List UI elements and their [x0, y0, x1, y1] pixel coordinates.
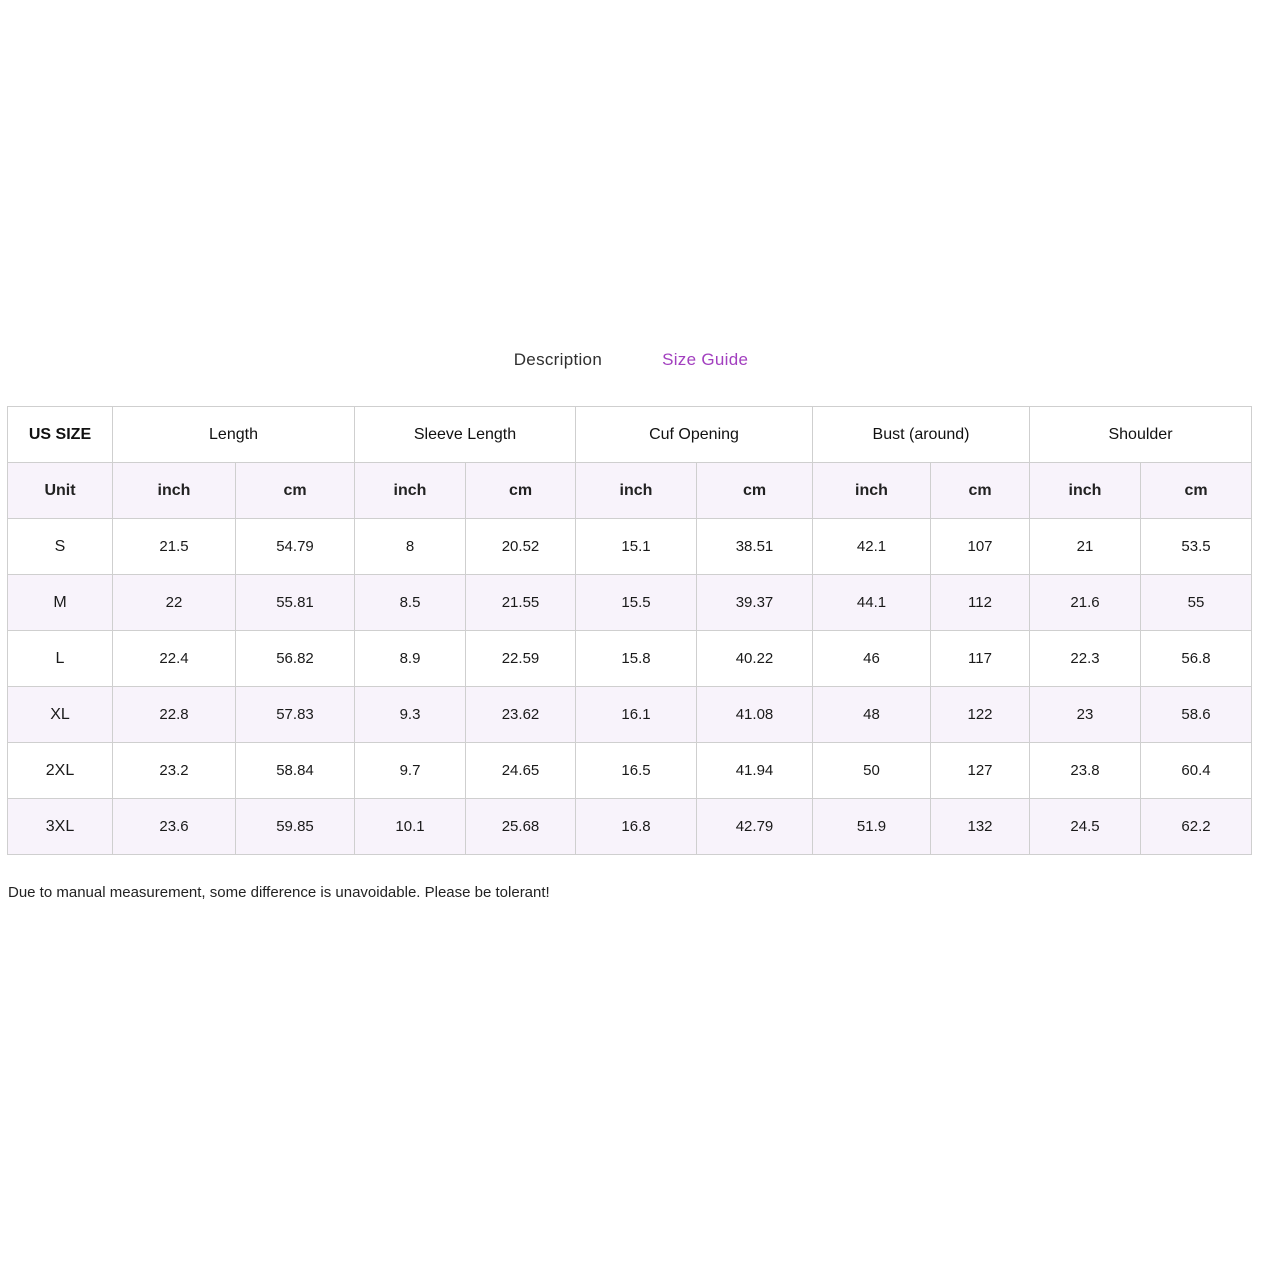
measurement-cell: 132	[931, 799, 1030, 855]
measurement-cell: 107	[931, 519, 1030, 575]
unit-cm: cm	[1141, 463, 1252, 519]
measurement-cell: 48	[813, 687, 931, 743]
measurement-cell: 16.5	[576, 743, 697, 799]
size-cell: S	[8, 519, 113, 575]
measurement-cell: 8.9	[355, 631, 466, 687]
table-row	[8, 687, 1252, 743]
measurement-cell: 56.82	[236, 631, 355, 687]
measurement-cell: 22.8	[113, 687, 236, 743]
measurement-cell: 42.79	[697, 799, 813, 855]
measurement-cell: 16.8	[576, 799, 697, 855]
measurement-cell: 39.37	[697, 575, 813, 631]
measurement-cell: 55	[1141, 575, 1252, 631]
unit-inch: inch	[576, 463, 697, 519]
measurement-cell: 62.2	[1141, 799, 1252, 855]
measurement-cell: 23.62	[466, 687, 576, 743]
measurement-cell: 20.52	[466, 519, 576, 575]
table-row	[8, 519, 1252, 575]
measurement-cell: 40.22	[697, 631, 813, 687]
measurement-cell: 58.6	[1141, 687, 1252, 743]
measurement-cell: 15.8	[576, 631, 697, 687]
unit-inch: inch	[1030, 463, 1141, 519]
measurement-cell: 44.1	[813, 575, 931, 631]
measurement-cell: 51.9	[813, 799, 931, 855]
unit-cm: cm	[931, 463, 1030, 519]
size-cell: 2XL	[8, 743, 113, 799]
measurement-cell: 46	[813, 631, 931, 687]
header-bust: Bust (around)	[813, 407, 1030, 463]
measurement-cell: 117	[931, 631, 1030, 687]
unit-cm: cm	[466, 463, 576, 519]
measurement-cell: 57.83	[236, 687, 355, 743]
size-guide-table	[7, 406, 1252, 855]
measurement-cell: 10.1	[355, 799, 466, 855]
measurement-cell: 22.59	[466, 631, 576, 687]
header-cuff-opening: Cuf Opening	[576, 407, 813, 463]
measurement-cell: 60.4	[1141, 743, 1252, 799]
measurement-cell: 23.6	[113, 799, 236, 855]
measurement-cell: 23	[1030, 687, 1141, 743]
header-row	[8, 407, 1252, 463]
measurement-cell: 22	[113, 575, 236, 631]
tab-size-guide[interactable]: Size Guide	[662, 350, 749, 369]
measurement-cell: 9.3	[355, 687, 466, 743]
measurement-cell: 21.55	[466, 575, 576, 631]
measurement-cell: 54.79	[236, 519, 355, 575]
size-cell: L	[8, 631, 113, 687]
measurement-cell: 24.5	[1030, 799, 1141, 855]
unit-row	[8, 463, 1252, 519]
measurement-cell: 59.85	[236, 799, 355, 855]
size-cell: 3XL	[8, 799, 113, 855]
measurement-cell: 25.68	[466, 799, 576, 855]
measurement-cell: 42.1	[813, 519, 931, 575]
measurement-cell: 112	[931, 575, 1030, 631]
measurement-cell: 22.3	[1030, 631, 1141, 687]
measurement-cell: 56.8	[1141, 631, 1252, 687]
measurement-cell: 21	[1030, 519, 1141, 575]
header-shoulder: Shoulder	[1030, 407, 1252, 463]
measurement-note: Due to manual measurement, some difference is unavoidable. Please be tolerant!	[8, 884, 550, 901]
unit-inch: inch	[113, 463, 236, 519]
measurement-cell: 122	[931, 687, 1030, 743]
unit-label: Unit	[8, 463, 113, 519]
measurement-cell: 24.65	[466, 743, 576, 799]
table-row	[8, 631, 1252, 687]
measurement-cell: 55.81	[236, 575, 355, 631]
unit-cm: cm	[236, 463, 355, 519]
measurement-cell: 16.1	[576, 687, 697, 743]
measurement-cell: 15.5	[576, 575, 697, 631]
measurement-cell: 53.5	[1141, 519, 1252, 575]
measurement-cell: 127	[931, 743, 1030, 799]
measurement-cell: 8.5	[355, 575, 466, 631]
measurement-cell: 58.84	[236, 743, 355, 799]
size-cell: M	[8, 575, 113, 631]
unit-cm: cm	[697, 463, 813, 519]
measurement-cell: 21.5	[113, 519, 236, 575]
measurement-cell: 41.94	[697, 743, 813, 799]
measurement-cell: 23.8	[1030, 743, 1141, 799]
tab-bar	[0, 348, 1262, 372]
size-cell: XL	[8, 687, 113, 743]
measurement-cell: 21.6	[1030, 575, 1141, 631]
measurement-cell: 23.2	[113, 743, 236, 799]
measurement-cell: 8	[355, 519, 466, 575]
measurement-cell: 41.08	[697, 687, 813, 743]
measurement-cell: 22.4	[113, 631, 236, 687]
measurement-cell: 15.1	[576, 519, 697, 575]
measurement-cell: 38.51	[697, 519, 813, 575]
table-row	[8, 743, 1252, 799]
table-row	[8, 575, 1252, 631]
header-us-size: US SIZE	[8, 407, 113, 463]
unit-inch: inch	[813, 463, 931, 519]
header-sleeve-length: Sleeve Length	[355, 407, 576, 463]
unit-inch: inch	[355, 463, 466, 519]
table-row	[8, 799, 1252, 855]
tab-description[interactable]: Description	[513, 350, 603, 369]
measurement-cell: 50	[813, 743, 931, 799]
header-length: Length	[113, 407, 355, 463]
measurement-cell: 9.7	[355, 743, 466, 799]
